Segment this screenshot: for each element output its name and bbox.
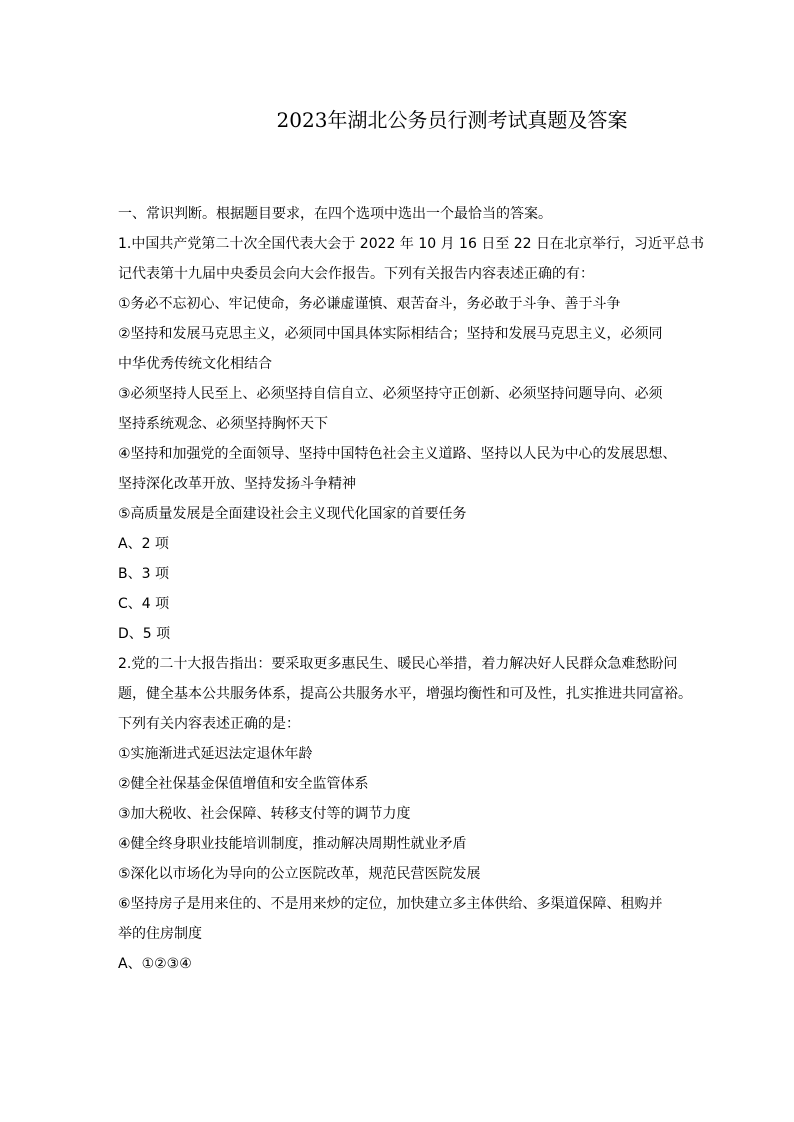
text-line: 2.党的二十大报告指出：要采取更多惠民生、暖民心举措，着力解决好人民群众急难愁盼问	[118, 656, 678, 672]
text-line: 1.中国共产党第二十次全国代表大会于 2022 年 10 月 16 日至 22 日在北京举行，习近平总书	[118, 236, 705, 252]
text-line: A、2 项	[118, 536, 169, 552]
text-line: 一、常识判断。根据题目要求，在四个选项中选出一个最恰当的答案。	[118, 206, 552, 222]
text-line: D、5 项	[118, 626, 171, 642]
text-line: ④健全终身职业技能培训制度，推动解决周期性就业矛盾	[118, 836, 467, 852]
text-line: 举的住房制度	[118, 926, 202, 942]
text-line: 坚持深化改革开放、坚持发扬斗争精神	[118, 476, 356, 492]
text-line: ④坚持和加强党的全面领导、坚持中国特色社会主义道路、坚持以人民为中心的发展思想、	[118, 446, 677, 462]
text-line: ⑤深化以市场化为导向的公立医院改革，规范民营医院发展	[118, 866, 481, 882]
text-line: ⑥坚持房子是用来住的、不是用来炒的定位，加快建立多主体供给、多渠道保障、租购并	[118, 896, 663, 912]
text-line: B、3 项	[118, 566, 169, 582]
document-body	[118, 199, 718, 979]
text-line: ①务必不忘初心、牢记使命，务必谦虚谨慎、艰苦奋斗，务必敢于斗争、善于斗争	[118, 296, 621, 312]
text-line: 下列有关内容表述正确的是：	[118, 716, 300, 732]
text-line: 中华优秀传统文化相结合	[118, 356, 272, 372]
text-line: ③加大税收、社会保障、转移支付等的调节力度	[118, 806, 411, 822]
text-line: ②健全社保基金保值增值和安全监管体系	[118, 776, 369, 792]
text-line: A、①②③④	[118, 956, 192, 972]
text-line: 坚持系统观念、必须坚持胸怀天下	[118, 416, 328, 432]
text-line: C、4 项	[118, 596, 170, 612]
text-line: 题，健全基本公共服务体系，提高公共服务水平，增强均衡性和可及性，扎实推进共同富裕。	[118, 686, 692, 702]
text-line: ③必须坚持人民至上、必须坚持自信自立、必须坚持守正创新、必须坚持问题导向、必须	[118, 386, 663, 402]
text-line: ①实施渐进式延迟法定退休年龄	[118, 746, 313, 762]
text-line: 记代表第十九届中央委员会向大会作报告。下列有关报告内容表述正确的有：	[118, 266, 594, 282]
text-line: ⑤高质量发展是全面建设社会主义现代化国家的首要任务	[118, 506, 467, 522]
page-title: 2023年湖北公务员行测考试真题及答案	[276, 108, 628, 132]
text-line: ②坚持和发展马克思主义，必须同中国具体实际相结合；坚持和发展马克思主义，必须同	[118, 326, 663, 342]
